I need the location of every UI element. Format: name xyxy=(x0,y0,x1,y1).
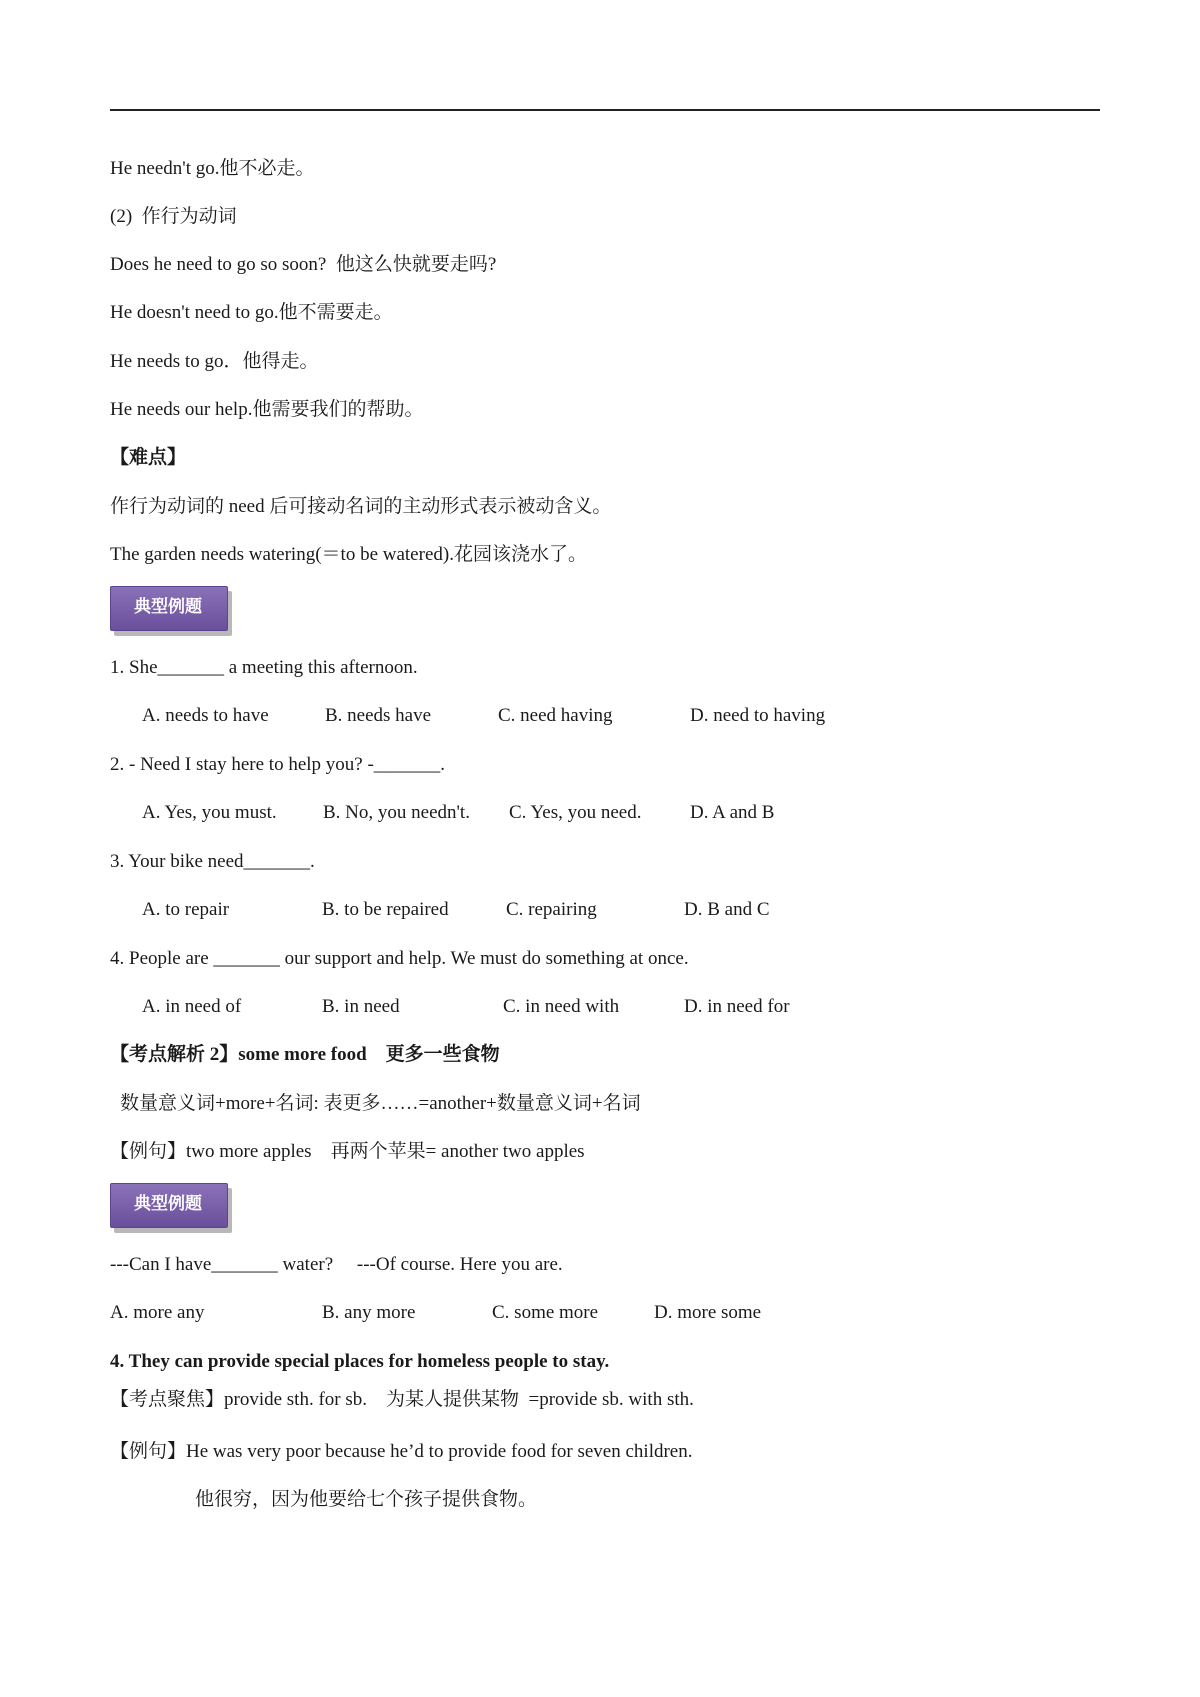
question-stem: 3. Your bike need_______. xyxy=(110,851,315,872)
text-line: He doesn't need to go.他不需要走。 xyxy=(110,302,393,323)
option: A. more any xyxy=(110,1302,205,1323)
header-rule xyxy=(110,109,1100,111)
text-line: He needn't go.他不必走。 xyxy=(110,158,315,179)
point4-translation: 他很穷，因为他要给七个孩子提供食物。 xyxy=(195,1489,538,1510)
option: B. needs have xyxy=(325,705,432,726)
option: A. Yes, you must. xyxy=(142,802,277,823)
option: A. in need of xyxy=(142,996,242,1017)
option: C. some more xyxy=(492,1302,599,1323)
question-stem: 4. People are _______ our support and help. We must do something at once. xyxy=(110,948,689,969)
point2-rule: 数量意义词+more+名词: 表更多……=another+数量意义词+名词 xyxy=(120,1093,641,1114)
text-line: 作行为动词的 need 后可接动名词的主动形式表示被动含义。 xyxy=(110,496,612,517)
point2-example: 【例句】two more apples 再两个苹果= another two apples xyxy=(110,1141,585,1162)
option: A. to repair xyxy=(142,899,230,920)
option: B. No, you needn't. xyxy=(323,802,470,823)
point4-example: 【例句】He was very poor because he’d to provide food for seven children. xyxy=(110,1441,693,1462)
text-line: (2) 作行为动词 xyxy=(110,206,237,227)
point2-heading: 【考点解析 2】some more food 更多一些食物 xyxy=(110,1044,500,1065)
option: C. need having xyxy=(498,705,613,726)
question-stem: 1. She_______ a meeting this afternoon. xyxy=(110,657,418,678)
option: D. in need for xyxy=(684,996,790,1017)
difficulty-heading: 【难点】 xyxy=(110,447,187,468)
option: B. to be repaired xyxy=(322,899,449,920)
option: B. in need xyxy=(322,996,400,1017)
option: B. any more xyxy=(322,1302,416,1323)
option: A. needs to have xyxy=(142,705,269,726)
point4-heading: 4. They can provide special places for homeless people to stay. xyxy=(110,1351,610,1372)
text-line: Does he need to go so soon? 他这么快就要走吗? xyxy=(110,254,497,275)
option: D. need to having xyxy=(690,705,826,726)
option: C. repairing xyxy=(506,899,597,920)
example-badge xyxy=(110,586,232,636)
text-line: The garden needs watering(＝to be watered).花园该浇水了。 xyxy=(110,544,587,565)
question-stem: 2. - Need I stay here to help you? -_______. xyxy=(110,754,446,775)
question-stem: ---Can I have_______ water? ---Of course. Here you are. xyxy=(110,1254,563,1275)
example-badge-label: 典型例题 xyxy=(134,1194,202,1214)
text-line: He needs our help.他需要我们的帮助。 xyxy=(110,399,424,420)
option: D. B and C xyxy=(684,899,770,920)
option: C. Yes, you need. xyxy=(509,802,642,823)
example-badge-label: 典型例题 xyxy=(134,597,202,617)
option: D. A and B xyxy=(690,802,775,823)
text-line: He needs to go．他得走。 xyxy=(110,351,319,372)
option: D. more some xyxy=(654,1302,762,1323)
point4-focus: 【考点聚焦】provide sth. for sb. 为某人提供某物 =provide sb. with sth. xyxy=(110,1389,694,1410)
example-badge xyxy=(110,1183,232,1233)
option: C. in need with xyxy=(503,996,620,1017)
